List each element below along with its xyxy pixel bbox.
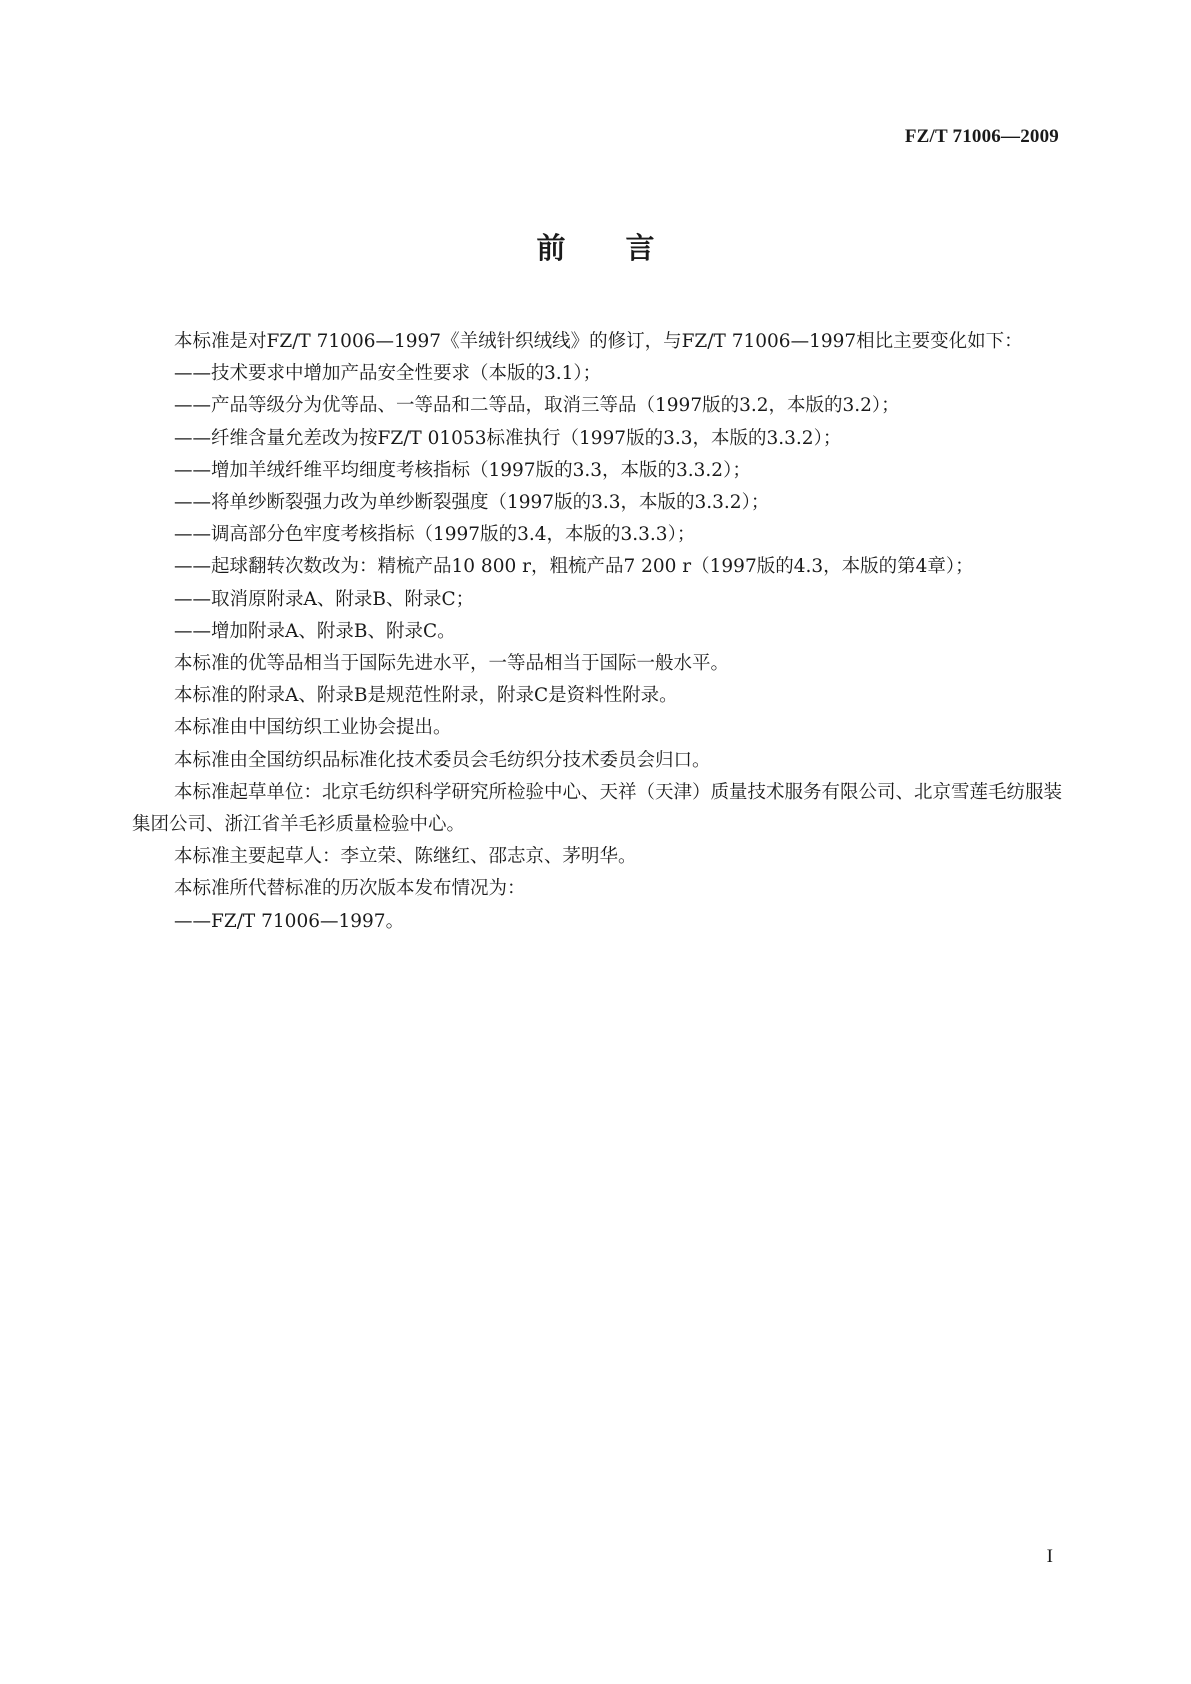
change-item: ——调高部分色牢度考核指标（1997版的3.4，本版的3.3.3）； (174, 524, 696, 546)
page-number: I (1046, 1546, 1053, 1567)
history-item: ——FZ/T 71006—1997。 (174, 910, 405, 932)
paragraph-drafting-units: 本标准起草单位：北京毛纺织科学研究所检验中心、天祥（天津）质量技术服务有限公司、北京雪莲毛纺服装集团公司、浙江省羊毛衫质量检验中心。 (132, 781, 1063, 836)
change-item: ——起球翻转次数改为：精梳产品10 800 r，粗梳产品7 200 r（1997版的4.3，本版的第4章）； (174, 556, 974, 578)
change-item: ——增加羊绒纤维平均细度考核指标（1997版的3.3，本版的3.3.2）； (174, 459, 751, 481)
paragraph-drafters: 本标准主要起草人：李立荣、陈继红、邵志京、茅明华。 (174, 846, 637, 868)
paragraph-intro: 本标准是对FZ/T 71006—1997《羊绒针织绒线》的修订，与FZ/T 71006—1997相比主要变化如下： (174, 331, 1023, 352)
paragraph-annex: 本标准的附录A、附录B是规范性附录，附录C是资料性附录。 (174, 685, 678, 707)
paragraph-history: 本标准所代替标准的历次版本发布情况为： (174, 878, 526, 900)
foreword-body (132, 326, 1062, 938)
change-item: ——取消原附录A、附录B、附录C； (174, 588, 475, 610)
change-item: ——技术要求中增加产品安全性要求（本版的3.1）； (174, 363, 602, 385)
change-item: ——产品等级分为优等品、一等品和二等品，取消三等品（1997版的3.2，本版的3.2）； (174, 395, 900, 417)
page-title: 前言 (536, 231, 715, 265)
change-item: ——增加附录A、附录B、附录C。 (174, 620, 456, 642)
change-item: ——将单纱断裂强力改为单纱断裂强度（1997版的3.3，本版的3.3.2）； (174, 492, 770, 514)
paragraph-proposer: 本标准由中国纺织工业协会提出。 (174, 717, 452, 739)
standard-code: FZ/T 71006—2009 (904, 126, 1059, 147)
paragraph-grade-level: 本标准的优等品相当于国际先进水平，一等品相当于国际一般水平。 (174, 653, 730, 675)
paragraph-committee: 本标准由全国纺织品标准化技术委员会毛纺织分技术委员会归口。 (174, 749, 711, 771)
change-item: ——纤维含量允差改为按FZ/T 01053标准执行（1997版的3.3，本版的3.3.2）； (174, 427, 842, 449)
